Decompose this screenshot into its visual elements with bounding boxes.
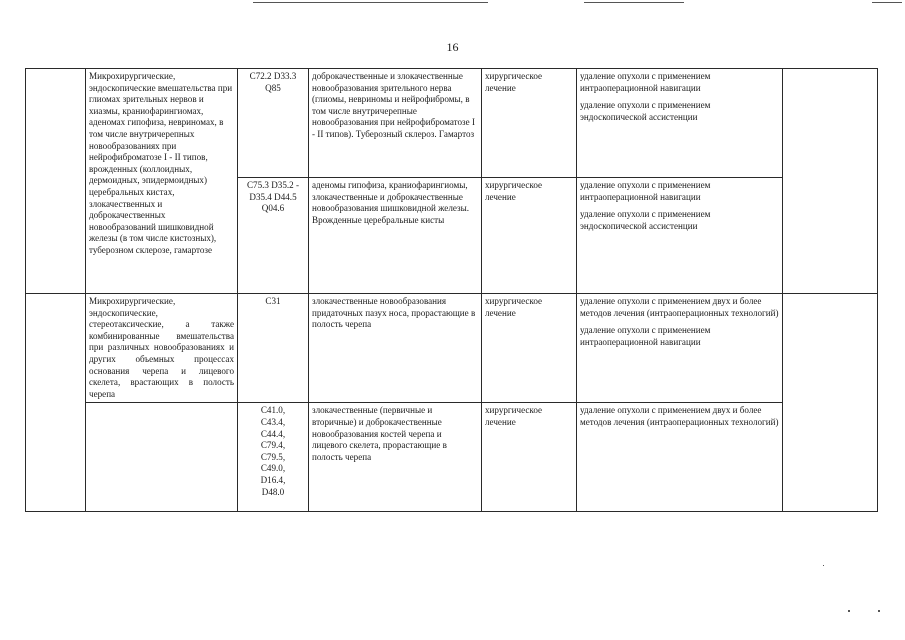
- scan-speck: [878, 610, 880, 612]
- diagnosis-cell: злокачественные новообразования придаточных пазух носа, прорастающие в полость черепа: [309, 294, 482, 403]
- method-item: удаление опухоли с применением двух и более методов лечения (интраоперационных технологий): [580, 405, 779, 427]
- method-cell: [577, 69, 783, 178]
- cost-cell: [783, 69, 878, 294]
- scan-top-line: [872, 2, 902, 3]
- intervention-cell: Микрохирургические, эндоскопические вмешательства при глиомах зрительных нервов и хиазмы, краниофарингиомах, аденомах гипофиза, невриномах, в том числе внутричерепных новообразованиях при нейрофиброматозе I - II типов, врожденных (коллоидных, дермоидных, эпидермоидных) церебральных кистах, злокачественных и доброкачественных новообразований шишковидной железы (в том числе кистозных), туберозном склерозе, гамартозе: [86, 69, 238, 294]
- treatment-type-cell: хирургическое лечение: [482, 178, 577, 294]
- table-row: [26, 294, 878, 403]
- cost-cell: [783, 294, 878, 512]
- icd-codes-cell: C31: [238, 294, 309, 403]
- scan-top-line: [253, 2, 488, 3]
- intervention-cell: Микрохирургические, эндоскопические, стереотаксические, а также комбинированные вмешательства при различных новообразованиях и других объемных процессах основания черепа и лицевого скелета, врастающих в полость черепа: [86, 294, 238, 403]
- scan-speck: [823, 565, 824, 566]
- treatment-type-cell: хирургическое лечение: [482, 294, 577, 403]
- page-number: 16: [446, 40, 459, 54]
- method-item: удаление опухоли с применением интраоперационной навигации: [580, 180, 711, 202]
- icd-codes-cell: [238, 403, 309, 512]
- treatment-type-cell: хирургическое лечение: [482, 403, 577, 512]
- method-cell: [577, 178, 783, 294]
- scan-top-line: [584, 2, 684, 3]
- icd-codes-cell: C72.2 D33.3 Q85: [238, 69, 309, 178]
- method-item: удаление опухоли с применением интраоперационной навигации: [580, 325, 711, 347]
- intervention-cell: [86, 403, 238, 512]
- method-cell: [577, 294, 783, 403]
- treatment-type-cell: хирургическое лечение: [482, 69, 577, 178]
- diagnosis-cell: аденомы гипофиза, краниофарингиомы, злокачественные и доброкачественные новообразования шишковидной железы. Врожденные церебральные кисты: [309, 178, 482, 294]
- table-row: [26, 403, 878, 512]
- scan-speck: [848, 610, 850, 612]
- table-row: [26, 69, 878, 178]
- medical-care-table: [25, 68, 878, 512]
- icd-codes-list: C41.0, C43.4, C44.4, C79.4, C79.5, C49.0, D16.4, D48.0: [260, 405, 286, 497]
- number-cell: [26, 294, 86, 512]
- diagnosis-cell: злокачественные (первичные и вторичные) и доброкачественные новообразования костей черепа и лицевого скелета, прорастающие в полость черепа: [309, 403, 482, 512]
- method-item: удаление опухоли с применением эндоскопической ассистенции: [580, 209, 711, 231]
- method-item: удаление опухоли с применением эндоскопической ассистенции: [580, 100, 711, 122]
- method-item: удаление опухоли с применением двух и более методов лечения (интраоперационных технологий): [580, 296, 779, 318]
- icd-codes-cell: C75.3 D35.2 - D35.4 D44.5 Q04.6: [238, 178, 309, 294]
- method-item: удаление опухоли с применением интраоперационной навигации: [580, 71, 711, 93]
- method-cell: [577, 403, 783, 512]
- number-cell: [26, 69, 86, 294]
- diagnosis-cell: доброкачественные и злокачественные новообразования зрительного нерва (глиомы, невриномы и нейрофибромы, в том числе внутричерепные новообразования при нейрофиброматозе I - II типов). Туберозный склероз. Гамартоз: [309, 69, 482, 178]
